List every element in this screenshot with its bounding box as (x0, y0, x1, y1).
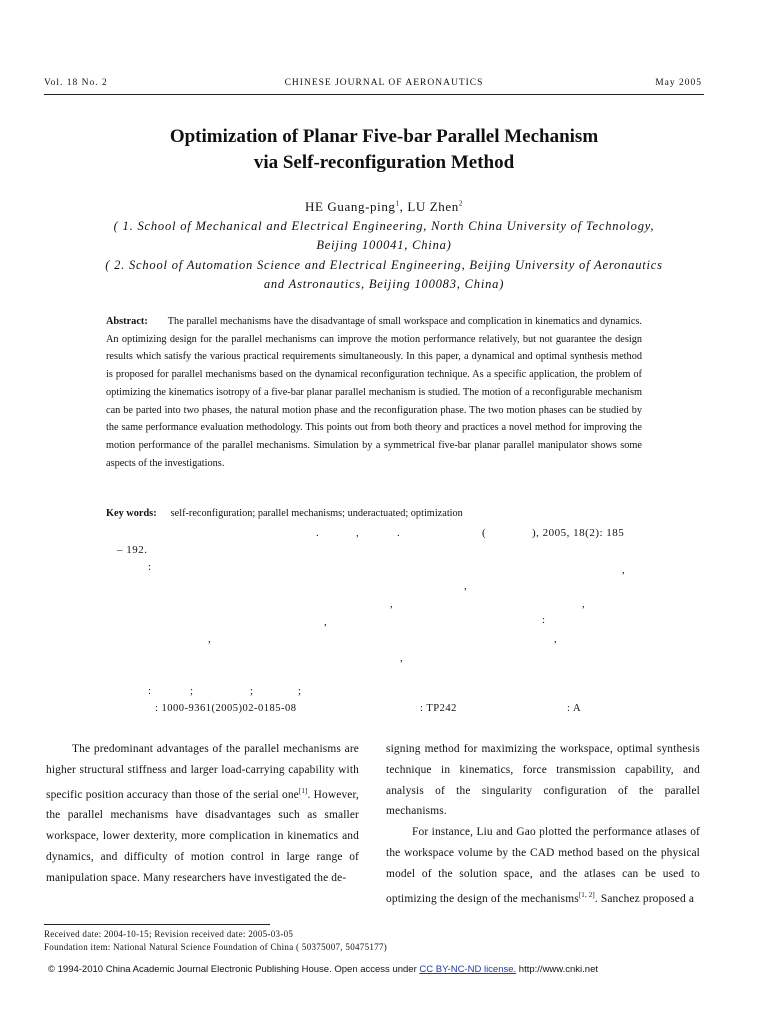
cn-kw-colon: : (148, 685, 152, 697)
affiliation-1b: Beijing 100041, China) (316, 238, 452, 252)
received-date: Received date: 2004-10-15; Revision received date: 2005-03-05 (44, 929, 294, 939)
body-column-right (386, 739, 700, 909)
reference-1[interactable]: [1] (298, 786, 308, 795)
title-line-1: Optimization of Planar Five-bar Parallel Mechanism (169, 126, 599, 147)
cite-mark: . (316, 527, 319, 539)
cite-mark: . (397, 527, 400, 539)
author-lu-sup: 2 (458, 199, 463, 208)
body-right-p1: signing method for maximizing the workspace, optimal synthesis technique in kinematics, force transmission capability, and analysis of the singularity configuration of the parallel mechanisms. (386, 743, 700, 818)
cn-mark: , (582, 598, 585, 610)
cite-mark: , (356, 527, 359, 539)
body-right-p2-text: For instance, Liu and Gao plotted the performance atlases of the workspace volume by the CAD method based on the physical model of the solution space, and the atlases can be used to optimizing the design of the mechanisms (386, 826, 700, 905)
clc-number: : TP242 (420, 703, 457, 714)
cn-kw-semicolon: ; (190, 685, 194, 697)
volume-issue: Vol. 18 No. 2 (44, 78, 108, 88)
body-left-text-1: The predominant advantages of the parallel mechanisms are higher structural stiffness and larger load-carrying capability with specific position accuracy than those of the serial one (46, 743, 359, 801)
keywords (106, 508, 646, 519)
cn-abstract-colon: : (148, 561, 152, 573)
cn-mark: , (622, 564, 625, 576)
citation-pages-end: – 192. (117, 544, 148, 556)
cn-mark: , (400, 652, 403, 664)
copyright-url: http://www.cnki.net (516, 964, 599, 975)
affiliation-1a: ( 1. School of Mechanical and Electrical Engineering, North China University of Technology, (113, 219, 655, 233)
cn-kw-semicolon: ; (250, 685, 254, 697)
header-rule (44, 94, 704, 95)
abstract (106, 313, 642, 472)
body-left-text-2: . However, the parallel mechanisms have disadvantages such as smaller workspace, lower dexterity, more complication in kinematics and dynamics, and difficulty of motion control in large range of manipulation space. Many researchers have investigated the de- (46, 788, 359, 884)
cn-mark: , (208, 633, 211, 645)
article-number: : 1000-9361(2005)02-0185-08 (155, 703, 297, 714)
document-code: : A (567, 703, 582, 714)
author-he-sup: 1 (395, 199, 400, 208)
cn-mark: , (324, 616, 327, 628)
keywords-text: self-reconfiguration; parallel mechanisms; underactuated; optimization (170, 508, 463, 519)
cn-mark: : (542, 614, 546, 626)
cn-mark: , (554, 633, 557, 645)
copyright-text: © 1994-2010 China Academic Journal Electronic Publishing House. Open access under (48, 964, 420, 975)
cn-kw-semicolon: ; (298, 685, 302, 697)
body-column-left (46, 739, 359, 888)
affiliation-2a: ( 2. School of Automation Science and Electrical Engineering, Beijing University of Aeronautics (105, 258, 663, 272)
journal-name: CHINESE JOURNAL OF AERONAUTICS (284, 78, 484, 88)
cite-mark: ( (482, 527, 486, 539)
foundation-item: Foundation item: National Natural Science Foundation of China ( 50375007, 50475177) (44, 942, 388, 952)
citation-pages: ), 2005, 18(2): 185 (532, 527, 625, 539)
body-right-p2-tail: . Sanchez proposed a (594, 892, 695, 905)
author-he: HE Guang-ping (305, 199, 396, 214)
cn-mark: , (390, 598, 393, 610)
affiliation-2b: and Astronautics, Beijing 100083, China) (263, 277, 505, 291)
abstract-text: The parallel mechanisms have the disadvantage of small workspace and complication in kinematics and dynamics. An optimizing design for the parallel mechanisms can improve the motion performance relatively, but not guarantee the design results which satisfy the various practical requirements simultaneously. In this paper, a dynamical and optimal synthesis method is proposed for parallel mechanisms based on the dynamical reconfiguration technique. As a specific application, the problem of optimizing the kinematics isotropy of a five-bar planar parallel mechanism is studied. The motion of a reconfigurable mechanism can be parted into two phases, the natural motion phase and the reconfiguration phase. The two motion phases can be studied by the same performance evaluation methodology. This points out from both theory and practices a novel method for improving the motion performance of the parallel mechanisms. Simulation by a symmetrical five-bar planar parallel manipulator shows some aspects of the investigations. (106, 316, 642, 469)
author-line (0, 199, 768, 215)
title-line-2: via Self-reconfiguration Method (253, 152, 515, 173)
reference-1-2[interactable]: [1, 2] (578, 890, 595, 899)
license-link[interactable]: CC BY-NC-ND license. (419, 964, 517, 975)
keywords-label: Key words: (106, 508, 157, 519)
footnote-rule (44, 924, 270, 925)
abstract-label: Abstract: (106, 316, 148, 327)
author-lu: LU Zhen (407, 199, 459, 214)
copyright-line (48, 964, 598, 975)
author-separator: , (399, 199, 408, 214)
cn-mark: , (464, 580, 467, 592)
issue-date: May 2005 (655, 78, 702, 88)
